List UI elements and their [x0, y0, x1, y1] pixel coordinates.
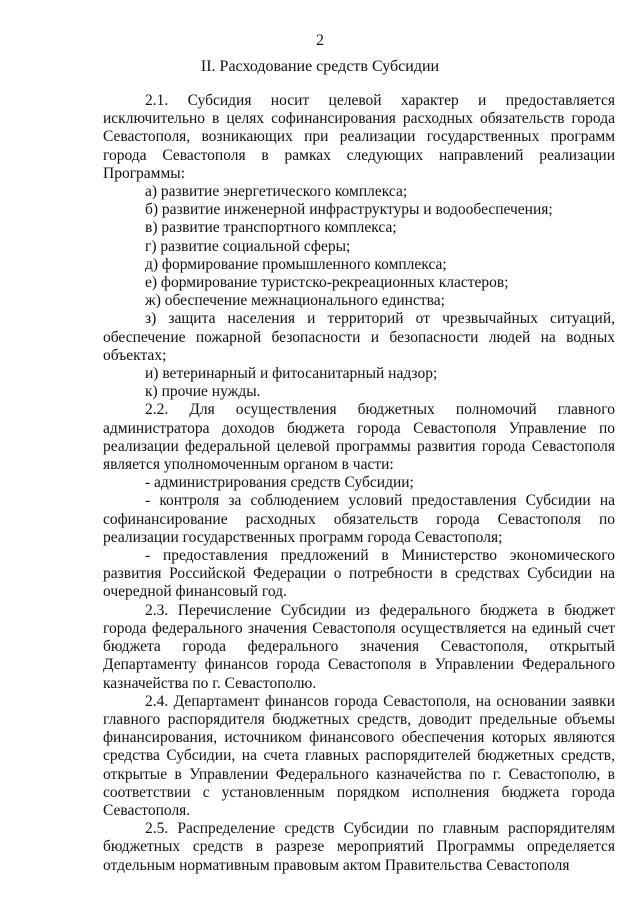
sub-item-2: - контроля за соблюдением условий предоставления Субсидии на софинансирование расходных обязательств города Севастополя по реализации государственных программ города Севастополя; [103, 492, 615, 546]
document-body [103, 92, 615, 875]
list-item-b: б) развитие инженерной инфраструктуры и водообеспечения; [145, 201, 553, 219]
list-item-d: д) формирование промышленного комплекса; [145, 255, 447, 273]
section-title: II. Расходование средств Субсидии [200, 58, 440, 75]
list-item-g: г) развитие социальной сферы; [145, 237, 351, 255]
paragraph-2-5: 2.5. Распределение средств Субсидии по главным распорядителям бюджетных средств в разрезе мероприятий Программы определяется отдельным нормативным правовым актом Правительства Севастополя [103, 820, 615, 874]
list-item-z: з) защита населения и территорий от чрезвычайных ситуаций, обеспечение пожарной безопасности и безопасности людей на водных объектах; [103, 310, 615, 364]
sub-item-1: - администрирования средств Субсидии; [145, 474, 414, 492]
list-item-v: в) развитие транспортного комплекса; [145, 219, 397, 237]
list-item-a: а) развитие энергетического комплекса; [145, 183, 408, 201]
list-item-zh: ж) обеспечение межнационального единства; [145, 292, 445, 310]
page-number: 2 [316, 32, 324, 49]
paragraph-2-4: 2.4. Департамент финансов города Севастополя, на основании заявки главного распорядителя бюджетных средств, доводит предельные объемы финансирования, источником финансового обеспечения которых являются средства Субсидии, на счета главных распорядителей бюджетных средств, открытые в Управлении Федерального казначейства по г. Севастополю, в соответствии с установленным порядком исполнения бюджета города Севастополя. [103, 692, 615, 819]
paragraph-2-3: 2.3. Перечисление Субсидии из федерального бюджета в бюджет города федерального значения Севастополя осуществляется на единый счет бюджета города федерального значения Севастополя, открытый Департаменту финансов города Севастополя в Управлении Федерального казначейства по г. Севастополю. [103, 601, 615, 692]
list-item-e: е) формирование туристско-рекреационных кластеров; [145, 274, 509, 292]
sub-item-3: - предоставления предложений в Министерство экономического развития Российской Федерации о потребности в средствах Субсидии на очередной финансовый год. [103, 547, 615, 601]
paragraph-2-2: 2.2. Для осуществления бюджетных полномочий главного администратора доходов бюджета города Севастополя Управление по реализации федеральной целевой программы развития города Севастополя является уполномоченным органом в части: [103, 401, 615, 474]
list-item-k: к) прочие нужды. [145, 383, 261, 401]
list-item-i: и) ветеринарный и фитосанитарный надзор; [145, 365, 438, 383]
paragraph-2-1: 2.1. Субсидия носит целевой характер и предоставляется исключительно в целях софинансирования расходных обязательств города Севастополя, возникающих при реализации государственных программ города Севастополя в рамках следующих направлений реализации Программы: [103, 92, 615, 182]
